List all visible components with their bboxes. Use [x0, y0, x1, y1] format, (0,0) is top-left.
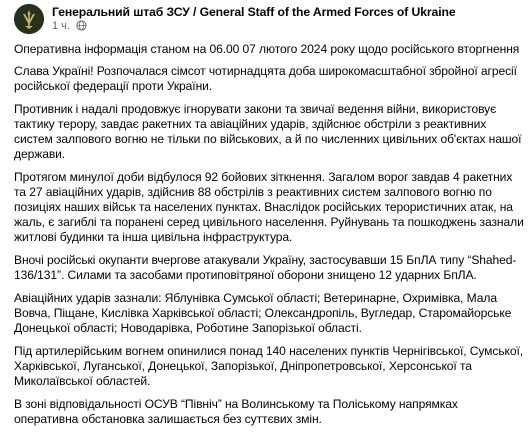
- globe-icon: [76, 20, 87, 34]
- post-time[interactable]: 1 ч.: [52, 20, 70, 32]
- post-paragraph: Протягом минулої доби відбулося 92 бойових зіткнення. Загалом ворог завдав 4 ракетних та 27 авіаційних ударів, здійснив 88 обстрілів з реактивних систем залпового вогню по позиціях наших військ та населених пунктах. Внаслідок російських терористичних атак, на жаль, є загиблі та поранені серед цивільного населення. Руйнувань та пошкоджень зазнали житлові будинки та інша цивільна інфраструктура.: [14, 170, 524, 244]
- post-meta: [52, 20, 87, 34]
- post-paragraph: Противник і надалі продовжує ігнорувати закони та звичаї ведення війни, використовує тактику терору, завдає ракетних та авіаційних ударів, здійснює обстріли з реактивних систем залпового вогню не тільки по військових, а й по численних цивільних об'єктах нашої держави.: [14, 102, 522, 161]
- post-paragraph: Слава Україні! Розпочалася сімсот чотирнадцята доба широкомасштабної збройної агресії російської федерації проти України.: [14, 63, 517, 93]
- post-body: [14, 42, 524, 436]
- post-paragraph: В зоні відповідальності ОСУВ “Північ” на Волинському та Поліському напрямках оперативна обстановка залишається без суттєвих змін.: [14, 397, 458, 427]
- post-paragraph: Оперативна інформація станом на 06.00 07 лютого 2024 року щодо російського вторгнення: [14, 42, 520, 56]
- post-paragraph: Під артилерійським вогнем опинилися понад 140 населених пунктів Чернігівської, Сумської, Харківської, Луганської, Донецької, Запорізької, Дніпропетровської, Херсонської та Миколаївської областей.: [14, 344, 524, 389]
- avatar[interactable]: [14, 4, 44, 34]
- post-paragraph: Вночі російські окупанти вчергове атакували Україну, застосувавши 15 БпЛА типу “Shahed-136/131”. Силами та засобами протиповітряної оборони знищено 12 ударних БпЛА.: [14, 253, 517, 282]
- author-name[interactable]: Генеральний штаб ЗСУ / General Staff of the Armed Forces of Ukraine: [52, 5, 456, 19]
- post-paragraph: Авіаційних ударів зазнали: Яблунівка Сумської області; Ветеринарне, Охримівка, Мала Вовча, Піщане, Кислівка Харківської області; Олександропіль, Вугледар, Старомайорське Донецької області; Новодарівка, Роботине Запорізької області.: [14, 291, 512, 336]
- emblem-icon: [14, 4, 44, 34]
- post-header: [14, 4, 519, 34]
